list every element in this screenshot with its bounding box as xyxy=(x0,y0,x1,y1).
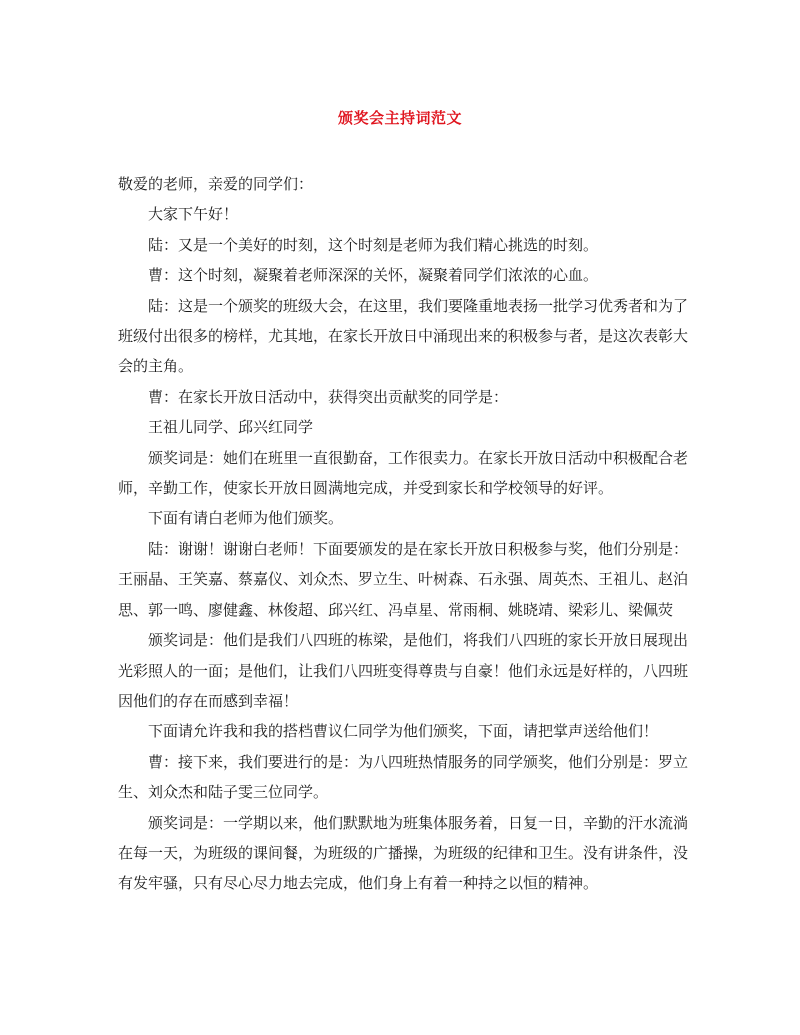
paragraph: 陆：又是一个美好的时刻，这个时刻是老师为我们精心挑选的时刻。 xyxy=(148,235,599,254)
greeting-line: 敬爱的老师，亲爱的同学们： xyxy=(118,175,314,193)
paragraph: 陆：这是一个颁奖的班级大会，在这里，我们要隆重地表扬一批学习优秀者和为了班级付出很多的榜样，尤其地，在家长开放日中涌现出来的积极参与者，是这次表彰大会的主角。 xyxy=(118,296,689,376)
paragraph: 颁奖词是：一学期以来，他们默默地为班集体服务着，日复一日，辛勤的汗水流淌在每一天，为班级的课间餐，为班级的广播操，为班级的纪律和卫生。没有讲条件，没有发牢骚，只有尽心尽力地去完成，他们身上有着一种持之以恒的精神。 xyxy=(118,813,689,893)
paragraph: 曹：这个时刻，凝聚着老师深深的关怀，凝聚着同学们浓浓的心血。 xyxy=(148,266,599,285)
paragraph: 陆：谢谢！谢谢白老师！下面要颁发的是在家长开放日积极参与奖，他们分别是：王丽晶、王笑嘉、蔡嘉仪、刘众杰、罗立生、叶树森、石永强、周英杰、王祖儿、赵泊思、郭一鸣、廖健鑫、林俊超、邱兴红、冯卓星、常雨桐、姚晓靖、梁彩儿、梁佩荧 xyxy=(118,539,689,619)
paragraph: 颁奖词是：她们在班里一直很勤奋，工作很卖力。在家长开放日活动中积极配合老师，辛勤工作，使家长开放日圆满地完成，并受到家长和学校领导的好评。 xyxy=(118,448,689,498)
paragraph: 下面请允许我和我的搭档曹议仁同学为他们颁奖，下面，请把掌声送给他们！ xyxy=(148,722,659,741)
paragraph: 颁奖词是：他们是我们八四班的栋梁，是他们，将我们八四班的家长开放日展现出光彩照人的一面；是他们，让我们八四班变得尊贵与自豪！他们永远是好样的，八四班因他们的存在而感到幸福！ xyxy=(118,631,689,710)
document-title: 颁奖会主持词范文 xyxy=(337,109,462,127)
paragraph: 王祖儿同学、邱兴红同学 xyxy=(148,418,314,437)
paragraph: 大家下午好！ xyxy=(148,205,239,224)
paragraph: 曹：接下来，我们要进行的是：为八四班热情服务的同学颁奖，他们分别是：罗立生、刘众杰和陆子雯三位同学。 xyxy=(118,752,689,802)
paragraph: 下面有请白老师为他们颁奖。 xyxy=(148,509,344,528)
paragraph: 曹：在家长开放日活动中，获得突出贡献奖的同学是： xyxy=(148,387,509,406)
document-body xyxy=(118,169,688,899)
